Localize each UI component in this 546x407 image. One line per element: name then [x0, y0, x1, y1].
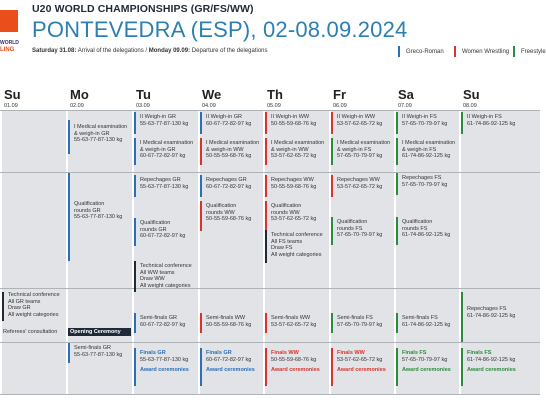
- day-date: 05.09: [267, 103, 281, 109]
- legend-mark-fs: [513, 46, 515, 57]
- arrival-text: Arrival of the delegations /: [77, 48, 148, 54]
- fri-finals: [331, 348, 394, 386]
- finals-label: Finals GR: [206, 350, 232, 356]
- session-line: II Weigh-in GR: [206, 114, 242, 120]
- session-weights: 50-55-59-68-76 kg: [271, 120, 317, 127]
- legend-freestyle: [513, 46, 546, 57]
- award-ceremonies: Award ceremonies: [140, 367, 189, 374]
- logo-text-wrestling: LING: [0, 47, 15, 53]
- legend-mark-ww: [454, 46, 456, 57]
- thu-medical-weigh-in: [265, 138, 329, 165]
- session-line: & weigh-in WW: [271, 146, 309, 153]
- day-header-sun1: [4, 88, 21, 109]
- session-weights: 50-55-59-68-76 kg: [271, 183, 317, 190]
- session-weights: 50-55-59-68-76 kg: [206, 216, 252, 223]
- session-weights: 61-74-86-92-125 kg: [467, 120, 516, 127]
- session-line: Repechages GR: [140, 177, 181, 183]
- finals-label: Finals WW: [271, 350, 299, 356]
- session-weights: 60-67-72-82-97 kg: [206, 183, 252, 190]
- legend-label-ww: Women Wrestling: [462, 48, 510, 55]
- tue-repechages: [134, 175, 198, 197]
- tc-line: All weight categories: [140, 282, 191, 289]
- session-weights: 53-57-62-65-72 kg: [337, 183, 383, 190]
- departure-label: Monday 09.09:: [148, 48, 191, 54]
- tc-line: Draw GR: [8, 305, 31, 312]
- session-line: & weigh-in GR: [140, 146, 176, 153]
- day-header-wed: [202, 88, 221, 109]
- day-header-sun2: [463, 88, 480, 109]
- fri-semi-finals: [331, 313, 394, 333]
- sat-repechages: [396, 173, 459, 195]
- session-weights: 60-67-72-82-97 kg: [206, 120, 252, 127]
- day-name: Mo: [70, 87, 89, 102]
- wed-repechages: [200, 175, 263, 197]
- session-line: rounds FS: [337, 225, 363, 232]
- session-weights: 55-63-77-87-130 kg: [140, 120, 189, 127]
- sat-qualification: [396, 217, 459, 245]
- tc-line: All GR teams: [8, 298, 41, 305]
- tc-line: Technical conference: [271, 232, 323, 238]
- finals-label: Finals FS: [402, 350, 427, 356]
- sun2-repechages: [461, 292, 540, 342]
- day-header-fri: [333, 88, 347, 109]
- session-weights: 57-65-70-79-97 kg: [402, 120, 448, 127]
- session-weights: 55-63-77-87-130 kg: [140, 356, 189, 363]
- session-weights: 60-67-72-82-97 kg: [140, 233, 186, 240]
- session-line: Qualification: [402, 219, 433, 225]
- fri-repechages: [331, 175, 394, 197]
- tc-line: Technical conference: [140, 263, 192, 269]
- day-name: Su: [463, 87, 480, 102]
- departure-text: Departure of the delegations: [191, 48, 268, 54]
- tc-line: Technical conference: [8, 292, 60, 298]
- finals-label: Finals FS: [467, 350, 492, 356]
- session-line: rounds FS: [402, 225, 428, 232]
- mon-qualification: [68, 173, 132, 261]
- tue-weigh-in-ii: [134, 112, 198, 134]
- session-line: rounds GR: [74, 207, 101, 214]
- session-line: II Weigh-in WW: [271, 114, 310, 120]
- opening-ceremony: Opening Ceremony: [68, 328, 131, 336]
- session-line: rounds WW: [206, 209, 235, 216]
- session-weights: 50-55-59-68-76 kg: [271, 356, 317, 363]
- session-weights: 57-65-70-79-97 kg: [402, 356, 448, 363]
- session-line: Qualification: [140, 220, 171, 226]
- session-line: Semi-finals FS: [337, 315, 373, 321]
- wed-medical-weigh-in: [200, 138, 263, 165]
- day-header-mon: [70, 88, 89, 109]
- tc-line: All FS teams: [271, 238, 303, 245]
- tc-line: All weight categories: [8, 311, 59, 318]
- finals-label: Finals GR: [140, 350, 166, 356]
- day-name: We: [202, 87, 222, 102]
- award-ceremonies: Award ceremonies: [467, 367, 516, 374]
- mon-medical-weigh-in: [68, 120, 132, 154]
- session-line: Repechages GR: [206, 177, 247, 183]
- session-weights: 61-74-86-92-125 kg: [467, 312, 516, 319]
- session-line: Repechages WW: [337, 177, 380, 183]
- session-line: I Medical examination: [74, 124, 128, 130]
- arrival-label: Saturday 31.08:: [32, 48, 77, 54]
- tue-finals: [134, 348, 198, 386]
- session-line: Qualification: [337, 219, 368, 225]
- legend-women-wrestling: [454, 46, 509, 57]
- row-divider: [0, 394, 540, 395]
- day-name: Sa: [398, 87, 414, 102]
- session-line: Semi-finals GR: [140, 315, 177, 321]
- session-line: Semi-finals FS: [402, 315, 438, 321]
- session-weights: 53-57-62-65-72 kg: [337, 356, 383, 363]
- day-name: Su: [4, 87, 21, 102]
- session-line: I Medical examination: [140, 140, 194, 146]
- day-name: Tu: [136, 87, 151, 102]
- tc-line: Draw WW: [140, 276, 165, 283]
- logo-text-world: WORLD: [0, 40, 19, 46]
- session-weights: 53-57-62-65-72 kg: [271, 216, 317, 223]
- session-weights: 61-74-86-92-125 kg: [402, 321, 451, 328]
- session-weights: 61-74-86-92-125 kg: [467, 356, 516, 363]
- tue-medical-weigh-in: [134, 138, 198, 165]
- fri-weigh-in-ii: [331, 112, 394, 134]
- session-weights: 61-74-86-92-125 kg: [402, 153, 451, 160]
- wed-semi-finals: [200, 313, 263, 333]
- row-divider: [0, 288, 540, 289]
- session-line: rounds WW: [271, 209, 300, 216]
- session-weights: 50-55-59-68-76 kg: [206, 153, 252, 160]
- session-weights: 57-65-70-79-97 kg: [402, 181, 448, 188]
- wed-qualification: [200, 201, 263, 231]
- session-weights: 55-63-77-87-130 kg: [140, 183, 189, 190]
- day-header-tue: [136, 88, 151, 109]
- session-weights: 55-63-77-87-130 kg: [74, 137, 123, 144]
- thu-finals: [265, 348, 329, 386]
- legend-label-fs: Freestyle: [521, 48, 546, 55]
- award-ceremonies: Award ceremonies: [206, 367, 255, 374]
- day-name: Th: [267, 87, 283, 102]
- session-line: Repechages FS: [402, 175, 442, 181]
- tc-line: Draw FS: [271, 245, 293, 252]
- day-header-sat: [398, 88, 414, 109]
- session-line: & weigh-in WW: [206, 146, 244, 153]
- column-sun1: [2, 110, 66, 394]
- session-line: II Weigh-in WW: [337, 114, 376, 120]
- day-date: 02.09: [70, 103, 84, 109]
- session-weights: 57-65-70-79-97 kg: [337, 153, 383, 160]
- session-line: rounds GR: [140, 226, 167, 233]
- event-subtitle: U20 WORLD CHAMPIONSHIPS (GR/FS/WW): [32, 3, 254, 15]
- session-line: Qualification: [271, 203, 302, 209]
- thu-repechages: [265, 175, 329, 197]
- wed-weigh-in-ii: [200, 112, 263, 134]
- session-line: & weigh-in GR: [74, 130, 110, 137]
- thu-semi-finals: [265, 313, 329, 333]
- session-weights: 53-57-62-65-72 kg: [337, 120, 383, 127]
- session-weights: 50-55-59-68-76 kg: [206, 321, 252, 328]
- sat-finals: [396, 348, 459, 386]
- session-line: Qualification: [74, 201, 105, 207]
- technical-conference-ww: [134, 261, 198, 292]
- tue-semi-finals: [134, 313, 198, 333]
- finals-label: Finals WW: [337, 350, 365, 356]
- session-weights: 60-67-72-82-97 kg: [206, 356, 252, 363]
- sat-semi-finals: [396, 313, 459, 333]
- session-weights: 55-63-77-87-130 kg: [74, 351, 123, 358]
- referees-consultation: Referees' consultation: [3, 329, 58, 335]
- session-weights: 60-67-72-82-97 kg: [140, 153, 186, 160]
- session-weights: 60-67-72-82-97 kg: [140, 321, 186, 328]
- session-weights: 61-74-86-92-125 kg: [402, 232, 451, 239]
- session-weights: 53-57-62-65-72 kg: [271, 321, 317, 328]
- day-date: 06.09: [333, 103, 347, 109]
- award-ceremonies: Award ceremonies: [402, 367, 451, 374]
- technical-conference-fs: [265, 230, 329, 263]
- day-header-thu: [267, 88, 283, 109]
- day-date: 01.09: [4, 103, 18, 109]
- session-weights: 55-63-77-87-130 kg: [74, 214, 123, 221]
- session-weights: 57-65-70-79-97 kg: [337, 321, 383, 328]
- session-weights: 57-65-70-79-97 kg: [337, 232, 383, 239]
- session-line: Semi-finals GR: [74, 345, 111, 351]
- day-date: 07.09: [398, 103, 412, 109]
- session-line: I Medical examination: [206, 140, 260, 146]
- session-line: Repechages WW: [271, 177, 314, 183]
- session-line: Semi-finals WW: [206, 315, 246, 321]
- award-ceremonies: Award ceremonies: [271, 367, 320, 374]
- session-line: I Medical examination: [271, 140, 325, 146]
- session-line: I Medical examination: [337, 140, 391, 146]
- fri-qualification: [331, 217, 394, 245]
- day-date: 08.09: [463, 103, 477, 109]
- logo-mark-icon: [0, 10, 18, 32]
- sat-medical-weigh-in: [396, 138, 459, 165]
- session-line: II Weigh-in GR: [140, 114, 176, 120]
- mon-semi-finals: [68, 343, 132, 363]
- legend-mark-gr: [398, 46, 400, 57]
- award-ceremonies: Award ceremonies: [337, 367, 386, 374]
- uww-logo: [0, 6, 22, 62]
- session-line: II Weigh-in FS: [467, 114, 502, 120]
- session-line: & weigh-in FS: [402, 146, 437, 153]
- sun2-weigh-in-ii: [461, 112, 540, 134]
- session-line: II Weigh-in FS: [402, 114, 437, 120]
- thu-weigh-in-ii: [265, 112, 329, 134]
- tc-line: All WW teams: [140, 269, 175, 276]
- day-name: Fr: [333, 87, 346, 102]
- wed-finals: [200, 348, 263, 386]
- tc-line: All weight categories: [271, 251, 322, 258]
- session-line: & weigh-in FS: [337, 146, 372, 153]
- session-line: I Medical examination: [402, 140, 456, 146]
- event-title: PONTEVEDRA (ESP), 02-08.09.2024: [32, 17, 408, 42]
- day-date: 04.09: [202, 103, 216, 109]
- technical-conference-gr: [2, 292, 66, 321]
- session-line: Qualification: [206, 203, 237, 209]
- tue-qualification: [134, 218, 198, 246]
- legend-label-gr: Greco-Roman: [406, 48, 444, 55]
- session-line: Repechages FS: [467, 306, 507, 312]
- thu-qualification: [265, 201, 329, 230]
- sun2-finals: [461, 348, 540, 386]
- session-weights: 53-57-62-65-72 kg: [271, 153, 317, 160]
- day-date: 03.09: [136, 103, 150, 109]
- fri-medical-weigh-in: [331, 138, 394, 165]
- session-line: Semi-finals WW: [271, 315, 311, 321]
- arrival-departure-note: [32, 48, 268, 54]
- row-divider: [0, 110, 540, 111]
- legend-greco-roman: [398, 46, 444, 57]
- sat-weigh-in-ii: [396, 112, 459, 134]
